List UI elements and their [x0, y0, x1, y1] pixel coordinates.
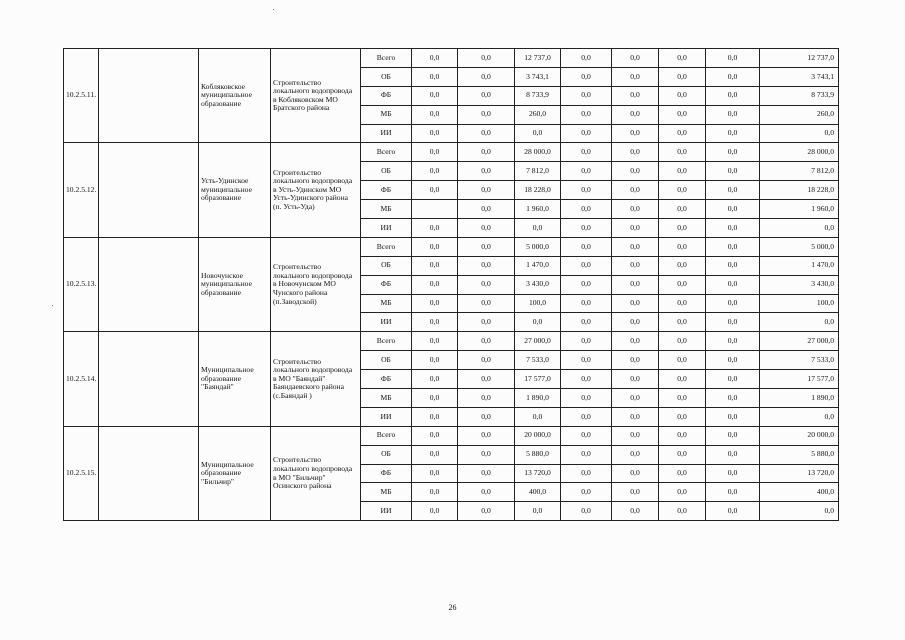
- value-cell: 0,0: [706, 313, 760, 332]
- value-cell: 0,0: [659, 445, 706, 464]
- value-cell: 0,0: [706, 124, 760, 143]
- value-cell: 0,0: [458, 181, 515, 200]
- municipality-name: Кобляковское муниципальное образование: [199, 49, 271, 143]
- funding-source: ОБ: [361, 256, 412, 275]
- value-cell: 0,0: [412, 143, 458, 162]
- value-cell: 3 430,0: [515, 275, 561, 294]
- value-cell: 0,0: [659, 483, 706, 502]
- value-cell: 0,0: [659, 105, 706, 124]
- value-cell: 0,0: [412, 124, 458, 143]
- object-description: Строительство локального водопровода в Усть-Удинском МО Усть-Удинского района (п. Усть-Уда): [271, 143, 361, 237]
- value-cell: 0,0: [612, 181, 659, 200]
- value-cell: 0,0: [659, 67, 706, 86]
- funding-source: ФБ: [361, 370, 412, 389]
- value-cell: 0,0: [561, 67, 612, 86]
- value-cell: 0,0: [706, 389, 760, 408]
- table-row: [64, 426, 839, 445]
- funding-source: ИИ: [361, 219, 412, 238]
- value-cell: 13 720,0: [515, 464, 561, 483]
- value-cell: 0,0: [458, 124, 515, 143]
- value-cell: 20 000,0: [515, 426, 561, 445]
- value-cell: 0,0: [706, 445, 760, 464]
- value-cell: 0,0: [412, 407, 458, 426]
- value-cell: 0,0: [458, 256, 515, 275]
- row-code: 10.2.5.13.: [64, 237, 99, 331]
- object-description: Строительство локального водопровода в Новочунском МО Чунского района (п.Заводской): [271, 237, 361, 331]
- value-cell: 0,0: [561, 162, 612, 181]
- object-description: Строительство локального водопровода в Кобляковском МО Братского района: [271, 49, 361, 143]
- value-cell: 0,0: [612, 407, 659, 426]
- value-cell: 0,0: [706, 332, 760, 351]
- value-cell: 0,0: [760, 407, 839, 426]
- value-cell: 0,0: [612, 143, 659, 162]
- value-cell: 0,0: [706, 162, 760, 181]
- value-cell: 0,0: [612, 313, 659, 332]
- value-cell: 0,0: [412, 445, 458, 464]
- value-cell: 0,0: [659, 294, 706, 313]
- value-cell: 0,0: [706, 67, 760, 86]
- value-cell: 0,0: [706, 181, 760, 200]
- value-cell: 0,0: [612, 370, 659, 389]
- value-cell: 0,0: [412, 49, 458, 68]
- funding-source: МБ: [361, 105, 412, 124]
- value-cell: 0,0: [458, 219, 515, 238]
- value-cell: 0,0: [612, 275, 659, 294]
- value-cell: 27 000,0: [760, 332, 839, 351]
- value-cell: 0,0: [760, 313, 839, 332]
- value-cell: 0,0: [412, 389, 458, 408]
- value-cell: 0,0: [515, 124, 561, 143]
- value-cell: 0,0: [412, 483, 458, 502]
- funding-source: ФБ: [361, 275, 412, 294]
- value-cell: 0,0: [561, 389, 612, 408]
- funding-source: ИИ: [361, 407, 412, 426]
- value-cell: 0,0: [412, 67, 458, 86]
- funding-source: Всего: [361, 426, 412, 445]
- value-cell: 8 733,9: [515, 86, 561, 105]
- value-cell: 0,0: [612, 124, 659, 143]
- value-cell: 0,0: [561, 351, 612, 370]
- value-cell: 0,0: [561, 332, 612, 351]
- value-cell: 0,0: [561, 181, 612, 200]
- row-code: 10.2.5.15.: [64, 426, 99, 520]
- value-cell: 0,0: [412, 370, 458, 389]
- table-row: [64, 143, 839, 162]
- value-cell: 18 228,0: [760, 181, 839, 200]
- value-cell: 0,0: [612, 332, 659, 351]
- value-cell: 0,0: [612, 294, 659, 313]
- value-cell: 0,0: [458, 143, 515, 162]
- value-cell: 0,0: [458, 445, 515, 464]
- value-cell: 0,0: [412, 294, 458, 313]
- value-cell: 0,0: [612, 49, 659, 68]
- value-cell: 1 470,0: [515, 256, 561, 275]
- funding-source: ИИ: [361, 502, 412, 521]
- funding-source: МБ: [361, 294, 412, 313]
- funding-source: ФБ: [361, 181, 412, 200]
- value-cell: 100,0: [760, 294, 839, 313]
- municipality-name: Усть-Удинское муниципальное образование: [199, 143, 271, 237]
- value-cell: 0,0: [561, 219, 612, 238]
- value-cell: 0,0: [659, 256, 706, 275]
- value-cell: 0,0: [412, 237, 458, 256]
- value-cell: 0,0: [561, 483, 612, 502]
- value-cell: 400,0: [515, 483, 561, 502]
- value-cell: 0,0: [412, 351, 458, 370]
- scan-speck: [52, 305, 53, 306]
- value-cell: 1 960,0: [515, 200, 561, 219]
- value-cell: 0,0: [412, 426, 458, 445]
- value-cell: 0,0: [706, 86, 760, 105]
- page-number: 26: [448, 603, 457, 612]
- value-cell: 0,0: [612, 86, 659, 105]
- value-cell: 20 000,0: [760, 426, 839, 445]
- value-cell: 0,0: [561, 200, 612, 219]
- value-cell: 0,0: [659, 426, 706, 445]
- value-cell: 0,0: [458, 313, 515, 332]
- row-code: 10.2.5.14.: [64, 332, 99, 426]
- empty-cell: [99, 237, 199, 331]
- value-cell: 0,0: [659, 332, 706, 351]
- empty-cell: [99, 143, 199, 237]
- value-cell: 0,0: [659, 181, 706, 200]
- value-cell: 260,0: [515, 105, 561, 124]
- value-cell: 0,0: [515, 313, 561, 332]
- value-cell: 7 533,0: [760, 351, 839, 370]
- value-cell: 28 000,0: [760, 143, 839, 162]
- value-cell: 0,0: [612, 464, 659, 483]
- value-cell: 0,0: [561, 105, 612, 124]
- value-cell: 0,0: [706, 464, 760, 483]
- value-cell: 0,0: [706, 370, 760, 389]
- value-cell: 0,0: [561, 49, 612, 68]
- value-cell: 8 733,9: [760, 86, 839, 105]
- value-cell: 0,0: [706, 294, 760, 313]
- value-cell: 0,0: [612, 445, 659, 464]
- value-cell: 0,0: [659, 86, 706, 105]
- value-cell: 0,0: [612, 351, 659, 370]
- funding-source: Всего: [361, 49, 412, 68]
- funding-source: ОБ: [361, 67, 412, 86]
- value-cell: 0,0: [561, 294, 612, 313]
- value-cell: 0,0: [706, 237, 760, 256]
- value-cell: 27 000,0: [515, 332, 561, 351]
- value-cell: 0,0: [458, 407, 515, 426]
- table-body: [64, 49, 839, 521]
- value-cell: 7 812,0: [515, 162, 561, 181]
- funding-source: ОБ: [361, 445, 412, 464]
- value-cell: 0,0: [659, 219, 706, 238]
- value-cell: 0,0: [760, 502, 839, 521]
- value-cell: 0,0: [706, 256, 760, 275]
- value-cell: 0,0: [412, 181, 458, 200]
- value-cell: 0,0: [412, 332, 458, 351]
- value-cell: 0,0: [659, 370, 706, 389]
- value-cell: 0,0: [561, 445, 612, 464]
- value-cell: 0,0: [706, 351, 760, 370]
- value-cell: 400,0: [760, 483, 839, 502]
- value-cell: 0,0: [706, 407, 760, 426]
- value-cell: 0,0: [458, 502, 515, 521]
- value-cell: 0,0: [515, 407, 561, 426]
- value-cell: 0,0: [561, 86, 612, 105]
- value-cell: 0,0: [612, 219, 659, 238]
- value-cell: 7 533,0: [515, 351, 561, 370]
- value-cell: 0,0: [515, 219, 561, 238]
- value-cell: 1 890,0: [515, 389, 561, 408]
- funding-source: Всего: [361, 143, 412, 162]
- value-cell: 0,0: [612, 67, 659, 86]
- value-cell: 100,0: [515, 294, 561, 313]
- value-cell: 0,0: [561, 313, 612, 332]
- value-cell: [412, 200, 458, 219]
- value-cell: 0,0: [706, 275, 760, 294]
- value-cell: 0,0: [612, 426, 659, 445]
- value-cell: 0,0: [412, 86, 458, 105]
- value-cell: 0,0: [659, 143, 706, 162]
- funding-source: Всего: [361, 332, 412, 351]
- funding-source: ОБ: [361, 162, 412, 181]
- funding-source: ИИ: [361, 124, 412, 143]
- value-cell: 5 880,0: [515, 445, 561, 464]
- value-cell: 3 430,0: [760, 275, 839, 294]
- value-cell: 0,0: [458, 200, 515, 219]
- municipality-name: Муниципальное образование "Бильчир": [199, 426, 271, 520]
- value-cell: 17 577,0: [760, 370, 839, 389]
- value-cell: 5 000,0: [515, 237, 561, 256]
- value-cell: 0,0: [458, 464, 515, 483]
- value-cell: 18 228,0: [515, 181, 561, 200]
- value-cell: 0,0: [659, 351, 706, 370]
- funding-source: Всего: [361, 237, 412, 256]
- value-cell: 0,0: [412, 105, 458, 124]
- value-cell: 0,0: [561, 370, 612, 389]
- funding-source: ИИ: [361, 313, 412, 332]
- empty-cell: [99, 332, 199, 426]
- value-cell: 0,0: [412, 502, 458, 521]
- value-cell: 0,0: [706, 143, 760, 162]
- value-cell: 1 960,0: [760, 200, 839, 219]
- value-cell: 3 743,1: [760, 67, 839, 86]
- value-cell: 5 880,0: [760, 445, 839, 464]
- program-table: [63, 48, 839, 521]
- value-cell: 0,0: [659, 200, 706, 219]
- value-cell: 260,0: [760, 105, 839, 124]
- value-cell: 0,0: [412, 464, 458, 483]
- value-cell: 12 737,0: [515, 49, 561, 68]
- object-description: Строительство локального водопровода в МО "Баяндай" Баяндаевского района (с.Баяндай ): [271, 332, 361, 426]
- value-cell: 0,0: [706, 105, 760, 124]
- value-cell: 3 743,1: [515, 67, 561, 86]
- value-cell: 0,0: [612, 389, 659, 408]
- funding-source: ОБ: [361, 351, 412, 370]
- value-cell: 0,0: [412, 256, 458, 275]
- value-cell: 1 890,0: [760, 389, 839, 408]
- table-row: [64, 237, 839, 256]
- municipality-name: Муниципальное образование "Баяндай": [199, 332, 271, 426]
- value-cell: 0,0: [760, 219, 839, 238]
- funding-source: МБ: [361, 200, 412, 219]
- value-cell: 0,0: [458, 389, 515, 408]
- value-cell: 0,0: [612, 256, 659, 275]
- value-cell: 0,0: [412, 275, 458, 294]
- value-cell: 0,0: [659, 237, 706, 256]
- value-cell: 0,0: [561, 237, 612, 256]
- value-cell: 0,0: [561, 426, 612, 445]
- value-cell: 0,0: [458, 426, 515, 445]
- value-cell: 0,0: [659, 124, 706, 143]
- value-cell: 0,0: [515, 502, 561, 521]
- value-cell: 0,0: [659, 49, 706, 68]
- value-cell: 0,0: [659, 275, 706, 294]
- value-cell: 7 812,0: [760, 162, 839, 181]
- value-cell: 0,0: [458, 370, 515, 389]
- value-cell: 0,0: [458, 237, 515, 256]
- value-cell: 0,0: [561, 407, 612, 426]
- value-cell: 0,0: [659, 162, 706, 181]
- value-cell: 0,0: [561, 464, 612, 483]
- value-cell: 0,0: [561, 275, 612, 294]
- value-cell: 0,0: [612, 483, 659, 502]
- scan-speck: [273, 9, 274, 10]
- value-cell: 12 737,0: [760, 49, 839, 68]
- value-cell: 0,0: [612, 162, 659, 181]
- value-cell: 0,0: [659, 389, 706, 408]
- value-cell: 0,0: [412, 162, 458, 181]
- value-cell: 0,0: [612, 105, 659, 124]
- value-cell: 0,0: [760, 124, 839, 143]
- value-cell: 0,0: [706, 200, 760, 219]
- value-cell: 0,0: [612, 200, 659, 219]
- value-cell: 13 720,0: [760, 464, 839, 483]
- value-cell: 0,0: [659, 464, 706, 483]
- value-cell: 0,0: [458, 275, 515, 294]
- value-cell: 0,0: [561, 502, 612, 521]
- value-cell: 28 000,0: [515, 143, 561, 162]
- value-cell: 0,0: [706, 483, 760, 502]
- row-code: 10.2.5.11.: [64, 49, 99, 143]
- value-cell: 0,0: [458, 49, 515, 68]
- value-cell: 0,0: [659, 407, 706, 426]
- value-cell: 0,0: [458, 105, 515, 124]
- value-cell: 5 000,0: [760, 237, 839, 256]
- value-cell: 0,0: [458, 351, 515, 370]
- value-cell: 0,0: [458, 332, 515, 351]
- value-cell: 0,0: [561, 124, 612, 143]
- row-code: 10.2.5.12.: [64, 143, 99, 237]
- value-cell: 0,0: [612, 502, 659, 521]
- municipality-name: Новочунское муниципальное образование: [199, 237, 271, 331]
- funding-source: МБ: [361, 483, 412, 502]
- empty-cell: [99, 426, 199, 520]
- value-cell: 0,0: [612, 237, 659, 256]
- value-cell: 1 470,0: [760, 256, 839, 275]
- value-cell: 0,0: [458, 67, 515, 86]
- funding-source: ФБ: [361, 86, 412, 105]
- value-cell: 0,0: [706, 49, 760, 68]
- value-cell: 0,0: [659, 502, 706, 521]
- value-cell: 0,0: [458, 294, 515, 313]
- value-cell: 17 577,0: [515, 370, 561, 389]
- value-cell: 0,0: [561, 143, 612, 162]
- empty-cell: [99, 49, 199, 143]
- funding-source: МБ: [361, 389, 412, 408]
- table-row: [64, 332, 839, 351]
- value-cell: 0,0: [458, 86, 515, 105]
- value-cell: 0,0: [706, 219, 760, 238]
- value-cell: 0,0: [458, 483, 515, 502]
- value-cell: 0,0: [706, 502, 760, 521]
- value-cell: 0,0: [458, 162, 515, 181]
- table-row: [64, 49, 839, 68]
- value-cell: 0,0: [412, 219, 458, 238]
- value-cell: 0,0: [561, 256, 612, 275]
- value-cell: 0,0: [412, 313, 458, 332]
- value-cell: 0,0: [706, 426, 760, 445]
- value-cell: 0,0: [659, 313, 706, 332]
- object-description: Строительство локального водопровода в МО "Бильчир" Осинского района: [271, 426, 361, 520]
- funding-source: ФБ: [361, 464, 412, 483]
